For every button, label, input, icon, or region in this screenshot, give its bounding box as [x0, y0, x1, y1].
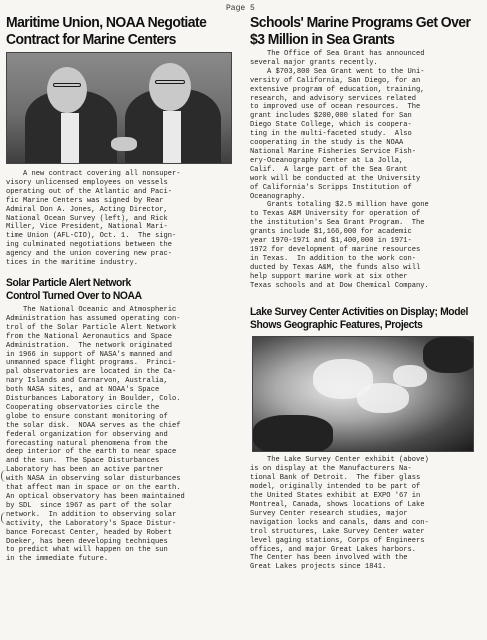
model-shadow — [253, 415, 333, 452]
great-lakes-shape — [357, 383, 409, 413]
person-right-shirt — [163, 111, 181, 163]
handshake-hands — [111, 137, 137, 151]
sea-grants-headline: Schools' Marine Programs Get Over $3 Million in Sea Grants — [250, 14, 471, 48]
right-column — [250, 14, 482, 572]
page-number: Page 5 — [226, 4, 255, 13]
signing-caption: A new contract covering all nonsuper- visory unlicensed employees on vessels operating out of the Atlantic and Paci- fic Marine Centers was signed by Rear Admiral Don A. Jones, Acting Director, National Ocean Survey (left), and Rick Miller, Vice President, National Mari- time Union (AFL-CIO), Oct. 1. The sign- ing culminated negotiations between the agency and the union covering new prac- tices in the maritime industry. — [6, 170, 181, 268]
solar-network-article: The National Oceanic and Atmospheric Administration has assumed operating con- trol of the Solar Particle Alert Network from the National Aeronautics and Space Administration. The network originated in 1966 in support of NASA's manned and unmanned space flight programs. Princi- pal observatories are located in the Ca- nary Islands and Carnarvon, Australia, both NASA sites, and at NOAA's Space Disturbances Laboratory in Boulder, Colo. Cooperating observatories circle the globe to ensure constant monitoring of the solar disk. NOAA serves as the chief federal organization for observing and forecasting natural phenomena from the deep interior of the earth to near space and the sun. The Space Disturbances Laboratory has been an active partner with NASA in observing solar disturbances that affect man in space or on the earth. An optical observatory has been maintained by SDL since 1967 as part of the solar network. In addition to observing solar activity, the Laboratory's Space Distur- bance Forecast Center, headed by Robert Doeker, has been developing techniques to predict what will happen on the sun in the immediate future. — [6, 305, 185, 564]
model-shadow — [423, 337, 474, 373]
person-left-shirt — [61, 113, 79, 163]
signing-photo — [6, 52, 232, 164]
sea-grants-article: The Office of Sea Grant has announced several major grants recently. A $703,800 Sea Grant went to the Uni- versity of California, San Diego, for an extensive program of education, training, research, and advisory services related to improved use of ocean resources. The grant includes $200,000 slated for San Diego State College, which is coopera- ting in the multi-faceted study. Also cooperating in the study is the NOAA National Marine Fisheries Service Fish- ery-Oceanography Center at La Jolla, Calif. A large part of the Sea Grant work will be conducted at the University of California's Scripps Institution of Oceanography. Grants totaling $2.5 million have gone to Texas A&M University for operation of the institution's Sea Grant Program. The grants include $1,166,000 for academic year 1970-1971 and $1,400,000 in 1971- 1972 for development of marine resources in Texas. In addition to the work con- ducted by Texas A&M, the funds also will help support marine work at six other Texas schools and at Dow Chemical Company. — [250, 50, 429, 290]
lake-survey-headline: Lake Survey Center Activities on Display; Model Shows Geographic Features, Projects — [250, 306, 468, 332]
person-left-head — [47, 67, 87, 113]
great-lakes-shape — [393, 365, 427, 387]
lake-survey-caption: The Lake Survey Center exhibit (above) is on display at the Manufacturers Na- tional Bank of Detroit. The fiber glass model, originally intended to be part of the United States exhibit at EXPO '67 in Montreal, Canada, shows locations of Lake Survey Center research studies, major navigation locks and canals, dams and con- trol structures, Lake Survey Center water level gaging stations, Corps of Engineers offices, and major Great Lakes harbors. The Center has been involved with the Great Lakes projects since 1841. — [250, 456, 429, 572]
glasses-icon — [53, 83, 81, 87]
person-right-head — [149, 63, 191, 111]
maritime-union-headline: Maritime Union, NOAA Negotiate Contract for Marine Centers — [6, 14, 207, 48]
lake-survey-model-photo — [252, 336, 474, 452]
solar-network-headline: Solar Particle Alert Network Control Turned Over to NOAA — [6, 276, 142, 302]
glasses-icon — [155, 80, 185, 84]
left-column — [6, 14, 244, 564]
